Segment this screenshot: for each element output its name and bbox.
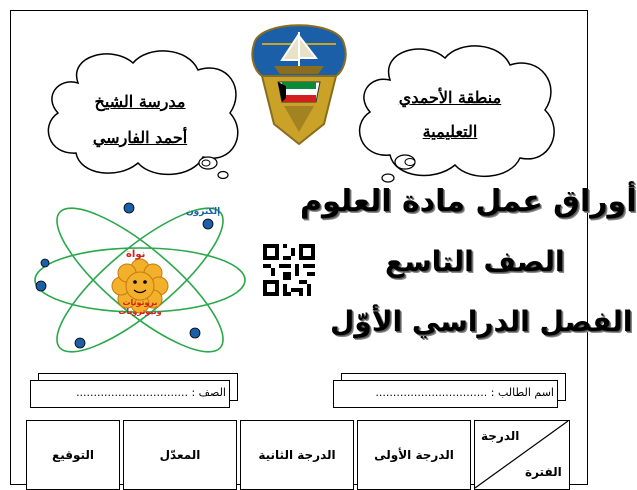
nucleus-sublabel: بروتونات ونيوترونات: [118, 298, 162, 316]
region-name: منطقة الأحمدي: [398, 88, 502, 107]
period-header: الفترة: [525, 465, 562, 479]
average-header: المعدّل: [123, 420, 237, 490]
grade-title: الصف التاسع: [385, 245, 565, 278]
school-name-line2: أحمد الفارسي: [92, 128, 188, 147]
qr-code-icon: [263, 244, 315, 296]
region-subtitle: التعليمية: [422, 122, 478, 141]
signature-header: التوقيع: [26, 420, 120, 490]
atom-diagram: [25, 200, 255, 360]
left-cloud-shape: [38, 45, 248, 185]
class-field[interactable]: الصف : ................................: [76, 386, 226, 399]
electron-label: إلكترون: [186, 207, 221, 217]
second-grade-header: الدرجة الثانية: [240, 420, 354, 490]
nucleus-label: نواة: [126, 249, 146, 260]
grade-period-cell: [474, 420, 570, 490]
kuwait-emblem-icon: [244, 14, 354, 154]
school-name-line1: مدرسة الشيخ: [94, 92, 186, 111]
right-cloud-shape: [350, 40, 565, 190]
grade-header: الدرجة: [481, 429, 520, 443]
first-grade-header: الدرجة الأولى: [357, 420, 471, 490]
main-title: أوراق عمل مادة العلوم: [300, 184, 637, 219]
semester-title: الفصل الدراسي الأوّل: [330, 305, 633, 338]
student-name-field[interactable]: اسم الطالب : ................................: [375, 386, 554, 399]
